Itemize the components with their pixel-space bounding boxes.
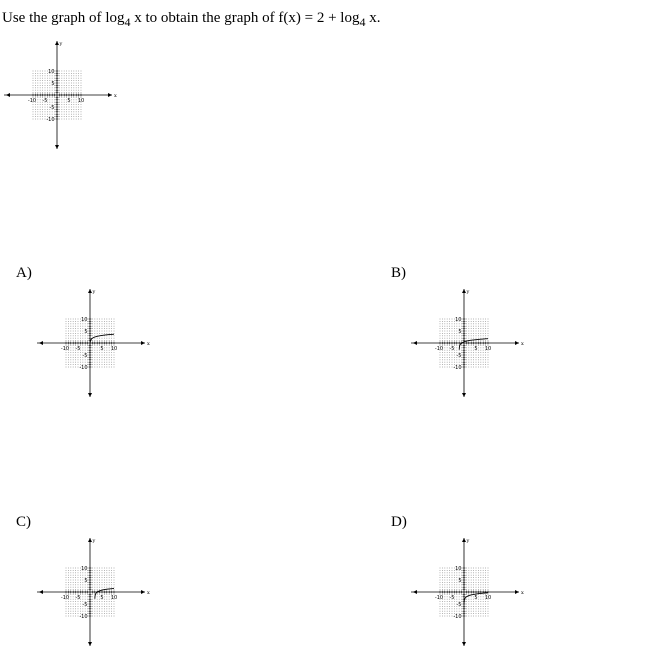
tick-label-neg-x: -10 <box>60 595 70 601</box>
question-log2-base: 4 <box>359 15 366 29</box>
tick-label-neg-y-mid: -5 <box>49 105 55 111</box>
tick-label-pos-y: 10 <box>455 317 462 323</box>
question-part3: x. <box>365 10 381 26</box>
option-a-graph[interactable] <box>37 288 149 398</box>
y-axis-arrow-down <box>88 393 92 397</box>
tick-label-pos-y: 10 <box>455 566 462 572</box>
y-axis-arrow-up <box>55 41 59 45</box>
tick-label-pos-y-mid: 5 <box>458 578 462 584</box>
option-c-graph[interactable] <box>37 537 149 647</box>
tick-label-neg-x-mid: -5 <box>449 346 455 352</box>
tick-label-neg-y: -10 <box>453 614 462 620</box>
prompt-graph <box>4 40 116 150</box>
x-axis-arrow-right <box>515 341 519 345</box>
tick-label-neg-y: -10 <box>79 365 88 371</box>
question-log1-base: 4 <box>124 15 131 29</box>
x-axis-arrow-right <box>141 341 145 345</box>
y-axis-arrow-up <box>88 289 92 293</box>
tick-label-pos-y-mid: 5 <box>51 81 55 87</box>
y-axis-arrow-down <box>55 145 59 149</box>
tick-label-neg-x-mid: -5 <box>449 595 455 601</box>
y-axis-label: y <box>59 41 63 47</box>
x-axis-arrow-right <box>515 590 519 594</box>
tick-label-neg-y-mid: -5 <box>82 602 88 608</box>
x-axis-label: x <box>521 341 524 347</box>
x-axis-arrow-left <box>413 341 417 345</box>
tick-label-neg-x: -10 <box>60 346 70 352</box>
x-axis-label: x <box>147 341 150 347</box>
tick-label-pos-x-mid: 5 <box>474 346 478 352</box>
x-axis-arrow-left <box>6 93 10 97</box>
x-axis-label: x <box>147 590 150 596</box>
x-axis-arrow-left <box>413 590 417 594</box>
option-d-graph[interactable] <box>411 537 523 647</box>
question-part2: x to obtain the graph of f(x) = 2 + <box>130 10 341 26</box>
question-log2: log <box>340 10 360 26</box>
tick-label-pos-y: 10 <box>48 69 55 75</box>
question-log1: log <box>105 10 125 26</box>
y-axis-arrow-down <box>462 393 466 397</box>
tick-label-pos-x-mid: 5 <box>474 595 478 601</box>
tick-label-neg-x: -10 <box>434 346 444 352</box>
tick-label-pos-x: 10 <box>484 595 492 601</box>
tick-label-pos-y: 10 <box>81 566 88 572</box>
tick-label-pos-y: 10 <box>81 317 88 323</box>
y-axis-arrow-down <box>88 642 92 646</box>
tick-label-pos-y-mid: 5 <box>84 329 88 335</box>
question-text <box>2 8 380 28</box>
tick-label-pos-y-mid: 5 <box>458 329 462 335</box>
option-a-label[interactable]: A) <box>16 265 32 281</box>
y-axis-arrow-up <box>88 538 92 542</box>
tick-label-pos-x: 10 <box>110 595 118 601</box>
tick-label-neg-y-mid: -5 <box>456 602 462 608</box>
tick-label-pos-x-mid: 5 <box>67 98 71 104</box>
x-axis-arrow-right <box>141 590 145 594</box>
tick-label-pos-x-mid: 5 <box>100 595 104 601</box>
tick-label-pos-x: 10 <box>484 346 492 352</box>
option-d-label[interactable]: D) <box>391 514 407 530</box>
option-b-label[interactable]: B) <box>391 265 406 281</box>
x-axis-arrow-left <box>39 590 43 594</box>
tick-label-neg-x-mid: -5 <box>75 595 81 601</box>
tick-label-pos-x: 10 <box>110 346 118 352</box>
tick-label-neg-x-mid: -5 <box>42 98 48 104</box>
tick-label-neg-y: -10 <box>453 365 462 371</box>
question-part1: Use the graph of <box>2 10 106 26</box>
tick-label-pos-x: 10 <box>77 98 85 104</box>
tick-label-pos-y-mid: 5 <box>84 578 88 584</box>
tick-label-neg-y: -10 <box>79 614 88 620</box>
y-axis-arrow-down <box>462 642 466 646</box>
x-axis-label: x <box>114 93 117 99</box>
y-axis-label: y <box>466 289 470 295</box>
tick-label-neg-x: -10 <box>434 595 444 601</box>
x-axis-label: x <box>521 590 524 596</box>
y-axis-label: y <box>92 289 96 295</box>
y-axis-arrow-up <box>462 289 466 293</box>
tick-label-neg-y: -10 <box>46 117 55 123</box>
tick-label-neg-y-mid: -5 <box>456 353 462 359</box>
y-axis-label: y <box>92 538 96 544</box>
y-axis-arrow-up <box>462 538 466 542</box>
tick-label-neg-x: -10 <box>27 98 37 104</box>
tick-label-neg-x-mid: -5 <box>75 346 81 352</box>
tick-label-pos-x-mid: 5 <box>100 346 104 352</box>
x-axis-arrow-left <box>39 341 43 345</box>
option-c-label[interactable]: C) <box>16 514 31 530</box>
tick-label-neg-y-mid: -5 <box>82 353 88 359</box>
y-axis-label: y <box>466 538 470 544</box>
x-axis-arrow-right <box>108 93 112 97</box>
option-b-graph[interactable] <box>411 288 523 398</box>
